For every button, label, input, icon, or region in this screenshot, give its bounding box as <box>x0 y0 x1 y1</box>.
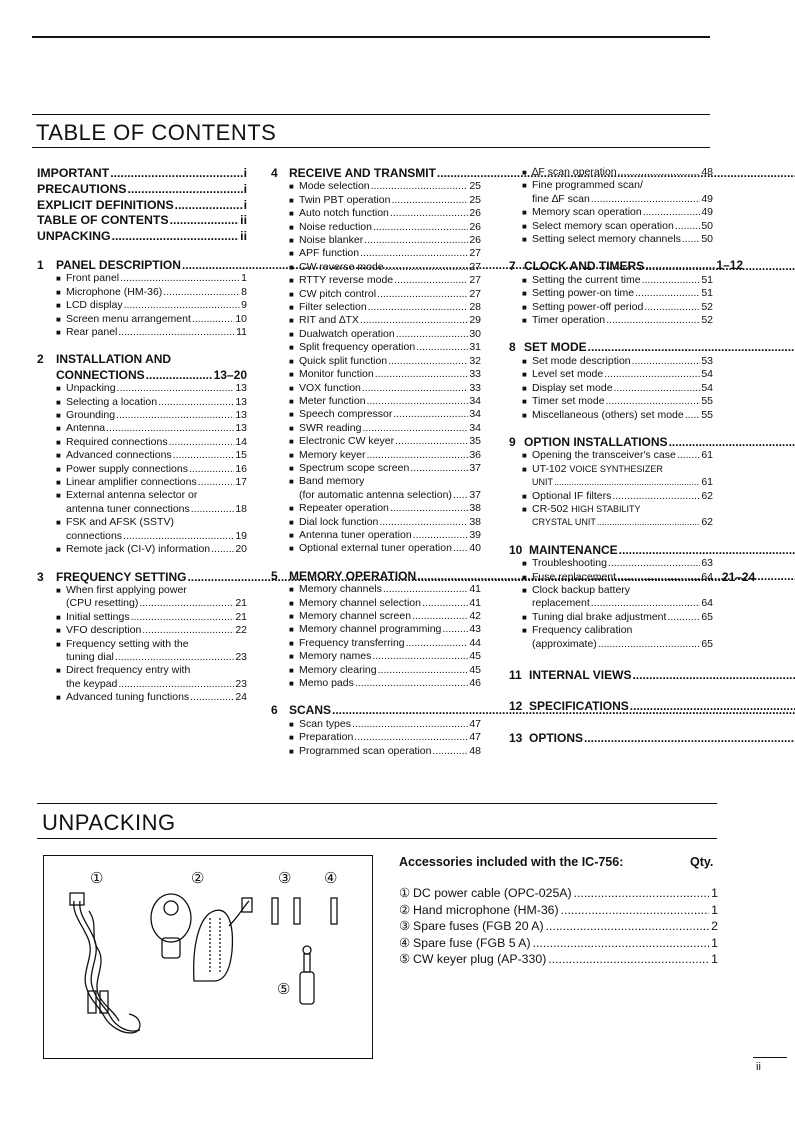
section-heading[interactable]: OPTION INSTALLATIONS ..... <box>524 436 795 449</box>
toc-item[interactable]: ■ Unpacking ..... 13 <box>56 382 247 395</box>
toc-item[interactable]: ■ Mode selection ..... 25 <box>289 180 481 193</box>
toc-item[interactable]: ■ ∆F scan operation ..... 48 <box>522 166 713 179</box>
section-12: 12 SPECIFICATIONS ..... <box>509 700 713 713</box>
toc-item[interactable]: ■ Grounding ..... 13 <box>56 409 247 422</box>
section-8: 8 SET MODE ..... ■ Set mode description ..... 53 ■ Level set mode ..... 54 ■ Display set mode ..... 54 ■ Timer set mode ..... 55 ■ Miscellaneous (others) set mode ..... 55 <box>509 341 713 421</box>
toc-item[interactable]: ■ Display set mode ..... 54 <box>522 382 713 395</box>
accessories-figure <box>43 855 373 1059</box>
toc-item[interactable]: ■ Fuse replacement ..... 64 <box>522 571 713 584</box>
section-13: 13 OPTIONS ..... <box>509 732 713 745</box>
spare-fuses <box>272 898 337 924</box>
toc-item[interactable]: ■ VOX function ..... 33 <box>289 382 481 395</box>
toc-item[interactable]: ■ Programmed scan operation ..... 48 <box>289 745 481 758</box>
toc-item[interactable]: ■ Preparation ..... 47 <box>289 731 481 744</box>
front-matter-list <box>37 166 247 245</box>
page-number: ii <box>756 1061 761 1073</box>
toc-item[interactable]: ■ Memo pads ..... 46 <box>289 677 481 690</box>
section-heading[interactable]: OPTIONS ..... <box>529 732 795 745</box>
top-rule <box>32 36 710 38</box>
toc-item[interactable]: ■ Memory channel selection ..... 41 <box>289 597 481 610</box>
toc-item[interactable]: ■ Fine programmed scan/ fine ∆F scan ..... 49 <box>522 179 713 206</box>
toc-item[interactable]: ■ Antenna tuner operation ..... 39 <box>289 529 481 542</box>
section-4: 4 RECEIVE AND TRANSMIT ..... ■ Mode selection ..... 25 ■ Twin PBT operation ..... 25 ■ Auto notch function ..... 26 ■ Noise reduction ..... 26 ■ Noise blanker ..... 26 ■ APF function ..... 27 ■ CW reverse mode ..... 27 ■ RTTY reverse mode ..... 27 ■ CW pitch control ..... 27 ■ Filter selection ..... 28 ■ RIT and ∆TX ..... 29 ■ Dualwatch operation ..... 30 ■ Split frequency operation ..... 31 ■ Quick split function ..... 32 ■ Monitor function ..... 33 ■ VOX function ..... 33 ■ Meter function ..... 34 ■ Speech compressor ..... 34 ■ SWR reading ..... 34 ■ Electronic CW keyer ..... 35 ■ Memory keyer ..... 36 ■ Spectrum scope screen ..... 37 ■ Band memory (for automatic antenna selection) ..... 37 ■ Repeater operation ..... 38 ■ Dial lock function ..... 38 ■ Antenna tuner operation ..... 39 ■ Optional external tuner operation ..... 40 <box>271 167 481 556</box>
accessories-title: Accessories included with the IC-756: <box>399 855 624 869</box>
toc-item[interactable]: ■ Initial settings ..... 21 <box>56 611 247 624</box>
section-heading[interactable]: PANEL DESCRIPTION ..... 1–12 <box>56 259 743 272</box>
section-11: 11 INTERNAL VIEWS ..... <box>509 669 713 682</box>
toc-item[interactable]: ■ Select memory scan operation ..... 50 <box>522 220 713 233</box>
accessory-item: ③ Spare fuses (FGB 20 A) ..... 2 <box>399 918 718 935</box>
figure-marker: ⑤ <box>277 981 291 998</box>
section-6: 6 SCANS ..... ■ Scan types ..... 47 ■ Preparation ..... 47 ■ Programmed scan operation ..... 48 <box>271 704 481 758</box>
toc-item[interactable]: ■ CR-502 HIGH STABILITY CRYSTAL UNIT ..... 62 <box>522 503 713 530</box>
section-9: 9 OPTION INSTALLATIONS ..... ■ Opening the transceiver's case ..... 61 ■ UT-102 VOICE SYNTHESIZER UNIT ..... 61 ■ Optional IF filters ..... 62 ■ CR-502 HIGH STABILITY CRYSTAL UNIT ..... 62 <box>509 436 713 530</box>
toc-column-3 <box>509 166 713 745</box>
page-title: TABLE OF CONTENTS <box>36 120 277 145</box>
toc-item[interactable]: ■ Memory channels ..... 41 <box>289 583 481 596</box>
toc-item[interactable]: ■ Antenna ..... 13 <box>56 422 247 435</box>
toc-entry[interactable]: TABLE OF CONTENTS ..... ii <box>37 213 247 229</box>
toc-item[interactable]: ■ Band memory (for automatic antenna selection) ..... 37 <box>289 475 481 502</box>
figure-marker: ② <box>191 870 205 887</box>
toc-item[interactable]: ■ Timer set mode ..... 55 <box>522 395 713 408</box>
toc-entry[interactable]: UNPACKING ..... ii <box>37 229 247 245</box>
toc-item[interactable]: ■ LCD display ..... 9 <box>56 299 247 312</box>
section-heading[interactable]: SET MODE ..... <box>524 341 795 354</box>
accessory-item: ⑤ CW keyer plug (AP-330) ..... 1 <box>399 951 718 968</box>
toc-item[interactable]: ■ RTTY reverse mode ..... 27 <box>289 274 481 287</box>
toc-item[interactable]: ■ Twin PBT operation ..... 25 <box>289 194 481 207</box>
section-5: 5 MEMORY OPERATION ..... ■ Memory channels ..... 41 ■ Memory channel selection ..... 41 ■ Memory channel screen ..... 42 ■ Memory channel programming ..... 43 ■ Frequency transferring ..... 44 ■ Memory names ..... 45 ■ Memory clearing ..... 45 ■ Memo pads ..... 46 <box>271 570 481 691</box>
cw-keyer-plug <box>300 946 314 1004</box>
toc-item[interactable]: ■ Memory scan operation ..... 49 <box>522 206 713 219</box>
section-2: 2 INSTALLATION AND CONNECTIONS ..... 13–20 ■ Unpacking ..... 13 ■ Selecting a location ..... 13 ■ Grounding ..... 13 ■ Antenna ..... 13 ■ Required connections ..... 14 ■ Advanced connections ..... 15 ■ Power supply connections ..... 16 ■ Linear amplifier connections ..... 17 ■ External antenna selector or antenna tuner connections ..... 18 ■ FSK and AFSK (SSTV) connections ..... 19 ■ Remote jack (CI-V) information ..... 20 <box>37 353 247 556</box>
toc-item[interactable]: ■ Memory channel programming ..... 43 <box>289 623 481 636</box>
toc-item[interactable]: ■ Linear amplifier connections ..... 17 <box>56 476 247 489</box>
toc-item[interactable]: ■ APF function ..... 27 <box>289 247 481 260</box>
toc-item[interactable]: ■ Setting power-off period ..... 52 <box>522 301 713 314</box>
toc-item[interactable]: ■ Set mode description ..... 53 <box>522 355 713 368</box>
toc-item[interactable]: ■ RIT and ∆TX ..... 29 <box>289 314 481 327</box>
figure-marker: ③ <box>278 870 292 887</box>
section-heading[interactable]: SPECIFICATIONS ..... <box>529 700 795 713</box>
toc-item[interactable]: ■ UT-102 VOICE SYNTHESIZER UNIT ..... 61 <box>522 463 713 490</box>
toc-item[interactable]: ■ Timer operation ..... 52 <box>522 314 713 327</box>
toc-item[interactable]: ■ When first applying power (CPU resetting) ..... 21 <box>56 584 247 611</box>
toc-item[interactable]: ■ VFO description ..... 22 <box>56 624 247 637</box>
section-heading[interactable]: CONNECTIONS ..... 13–20 <box>56 369 247 382</box>
toc-item[interactable]: ■ Advanced tuning functions ..... 24 <box>56 691 247 704</box>
unpacking-title: UNPACKING <box>42 810 176 835</box>
figure-marker: ① <box>90 870 104 887</box>
toc-item[interactable]: ■ Power supply connections ..... 16 <box>56 463 247 476</box>
toc-item[interactable]: ■ Scan types ..... 47 <box>289 718 481 731</box>
toc-item[interactable]: ■ Frequency setting with the tuning dial ..... 23 <box>56 638 247 665</box>
section-heading[interactable]: FREQUENCY SETTING ..... 21–24 <box>56 571 755 584</box>
hand-microphone <box>151 894 252 981</box>
section-heading[interactable]: MAINTENANCE ..... <box>529 544 795 557</box>
toc-title-rule <box>32 147 710 148</box>
accessories-list <box>399 885 718 968</box>
section-heading[interactable]: SCANS ..... <box>289 704 795 717</box>
toc-item[interactable]: ■ Memory names ..... 45 <box>289 650 481 663</box>
toc-item[interactable]: ■ Optional external tuner operation ..... 40 <box>289 542 481 555</box>
toc-item[interactable]: ■ Meter function ..... 34 <box>289 395 481 408</box>
toc-entry[interactable]: PRECAUTIONS ..... i <box>37 182 247 198</box>
section-7: 7 CLOCK AND TIMERS ..... ■ Setting the current time ..... 51 ■ Setting power-on time ..... 51 ■ Setting power-off period ..... 52 ■ Timer operation ..... 52 <box>509 260 713 327</box>
toc-item[interactable]: ■ Setting power-on time ..... 51 <box>522 287 713 300</box>
toc-item[interactable]: ■ Tuning dial brake adjustment ..... 65 <box>522 611 713 624</box>
toc-item[interactable]: ■ Miscellaneous (others) set mode ..... 55 <box>522 409 713 422</box>
toc-item[interactable]: ■ Dial lock function ..... 38 <box>289 516 481 529</box>
toc-item[interactable]: ■ Speech compressor ..... 34 <box>289 408 481 421</box>
toc-item[interactable]: ■ Split frequency operation ..... 31 <box>289 341 481 354</box>
section-3: 3 FREQUENCY SETTING ..... 21–24 ■ When first applying power (CPU resetting) ..... 21 ■ Initial settings ..... 21 ■ VFO description ..... 22 ■ Frequency setting with the tuning dial ..... 23 ■ Direct frequency entry with the keypad ..... 23 ■ Advanced tuning functions ..... 24 <box>37 571 247 705</box>
section-heading[interactable]: CLOCK AND TIMERS ..... <box>524 260 795 273</box>
accessory-item: ④ Spare fuse (FGB 5 A) ..... 1 <box>399 935 718 952</box>
section-10: 10 MAINTENANCE ..... ■ Troubleshooting ..... 63 ■ Fuse replacement ..... 64 ■ Clock backup battery replacement ..... 64 ■ Tuning dial brake adjustment ..... 65 ■ Frequency calibration (approximate) ..... 65 <box>509 544 713 651</box>
toc-item[interactable]: ■ Selecting a location ..... 13 <box>56 396 247 409</box>
toc-item[interactable]: ■ Front panel ..... 1 <box>56 272 247 285</box>
toc-item[interactable]: ■ Memory channel screen ..... 42 <box>289 610 481 623</box>
toc-item[interactable]: ■ Auto notch function ..... 26 <box>289 207 481 220</box>
toc-item[interactable]: ■ Dualwatch operation ..... 30 <box>289 328 481 341</box>
toc-item[interactable]: ■ CW pitch control ..... 27 <box>289 288 481 301</box>
section-heading[interactable]: RECEIVE AND TRANSMIT ..... <box>289 167 795 180</box>
toc-item[interactable]: ■ External antenna selector or antenna tuner connections ..... 18 <box>56 489 247 516</box>
toc-item[interactable]: ■ Frequency transferring ..... 44 <box>289 637 481 650</box>
unpacking-top-rule <box>37 803 717 804</box>
toc-item[interactable]: ■ Spectrum scope screen ..... 37 <box>289 462 481 475</box>
toc-item[interactable]: ■ Troubleshooting ..... 63 <box>522 557 713 570</box>
section-1: 1 PANEL DESCRIPTION ..... 1–12 ■ Front panel ..... 1 ■ Microphone (HM-36) ..... 8 ■ LCD display ..... 9 ■ Screen menu arrangement ..... 10 ■ Rear panel ..... 11 <box>37 259 247 339</box>
toc-item[interactable]: ■ Required connections ..... 14 <box>56 436 247 449</box>
toc-item[interactable]: ■ Setting select memory channels ..... 50 <box>522 233 713 246</box>
toc-item[interactable]: ■ SWR reading ..... 34 <box>289 422 481 435</box>
toc-item[interactable]: ■ Clock backup battery replacement ..... 64 <box>522 584 713 611</box>
toc-item[interactable]: ■ Electronic CW keyer ..... 35 <box>289 435 481 448</box>
accessory-item: ② Hand microphone (HM-36) ..... 1 <box>399 902 718 919</box>
unpacking-title-rule <box>37 838 717 839</box>
toc-item[interactable]: ■ Level set mode ..... 54 <box>522 368 713 381</box>
toc-item[interactable]: ■ Advanced connections ..... 15 <box>56 449 247 462</box>
toc-item[interactable]: ■ Filter selection ..... 28 <box>289 301 481 314</box>
toc-item[interactable]: ■ Repeater operation ..... 38 <box>289 502 481 515</box>
toc-item[interactable]: ■ Noise reduction ..... 26 <box>289 221 481 234</box>
page-number-rule <box>753 1057 787 1058</box>
toc-item[interactable]: ■ Quick split function ..... 32 <box>289 355 481 368</box>
toc-item[interactable]: ■ Rear panel ..... 11 <box>56 326 247 339</box>
toc-item[interactable]: ■ Noise blanker ..... 26 <box>289 234 481 247</box>
toc-entry[interactable]: IMPORTANT ..... i <box>37 166 247 182</box>
toc-item[interactable]: ■ Monitor function ..... 33 <box>289 368 481 381</box>
figure-marker: ④ <box>324 870 338 887</box>
accessory-item: ① DC power cable (OPC-025A) ..... 1 <box>399 885 718 902</box>
toc-item[interactable]: ■ FSK and AFSK (SSTV) connections ..... 19 <box>56 516 247 543</box>
toc-item[interactable]: ■ Setting the current time ..... 51 <box>522 274 713 287</box>
toc-item[interactable]: ■ Remote jack (CI-V) information ..... 20 <box>56 543 247 556</box>
dc-power-cable <box>70 893 140 1033</box>
qty-header: Qty. <box>690 855 714 869</box>
toc-column-2 <box>271 167 481 758</box>
section-heading[interactable]: INTERNAL VIEWS ..... <box>529 669 795 682</box>
toc-item[interactable]: ■ Opening the transceiver's case ..... 61 <box>522 449 713 462</box>
toc-item[interactable]: ■ Memory keyer ..... 36 <box>289 449 481 462</box>
toc-item[interactable]: ■ CW reverse mode ..... 27 <box>289 261 481 274</box>
toc-item[interactable]: ■ Direct frequency entry with the keypad ..... 23 <box>56 664 247 691</box>
toc-item[interactable]: ■ Memory clearing ..... 45 <box>289 664 481 677</box>
toc-item[interactable]: ■ Microphone (HM-36) ..... 8 <box>56 286 247 299</box>
toc-entry[interactable]: EXPLICIT DEFINITIONS ..... i <box>37 198 247 214</box>
toc-item[interactable]: ■ Frequency calibration (approximate) ..... 65 <box>522 624 713 651</box>
toc-top-rule <box>32 114 710 115</box>
toc-item[interactable]: ■ Screen menu arrangement ..... 10 <box>56 313 247 326</box>
toc-item[interactable]: ■ Optional IF filters ..... 62 <box>522 490 713 503</box>
section-heading[interactable]: MEMORY OPERATION ..... <box>289 570 795 583</box>
